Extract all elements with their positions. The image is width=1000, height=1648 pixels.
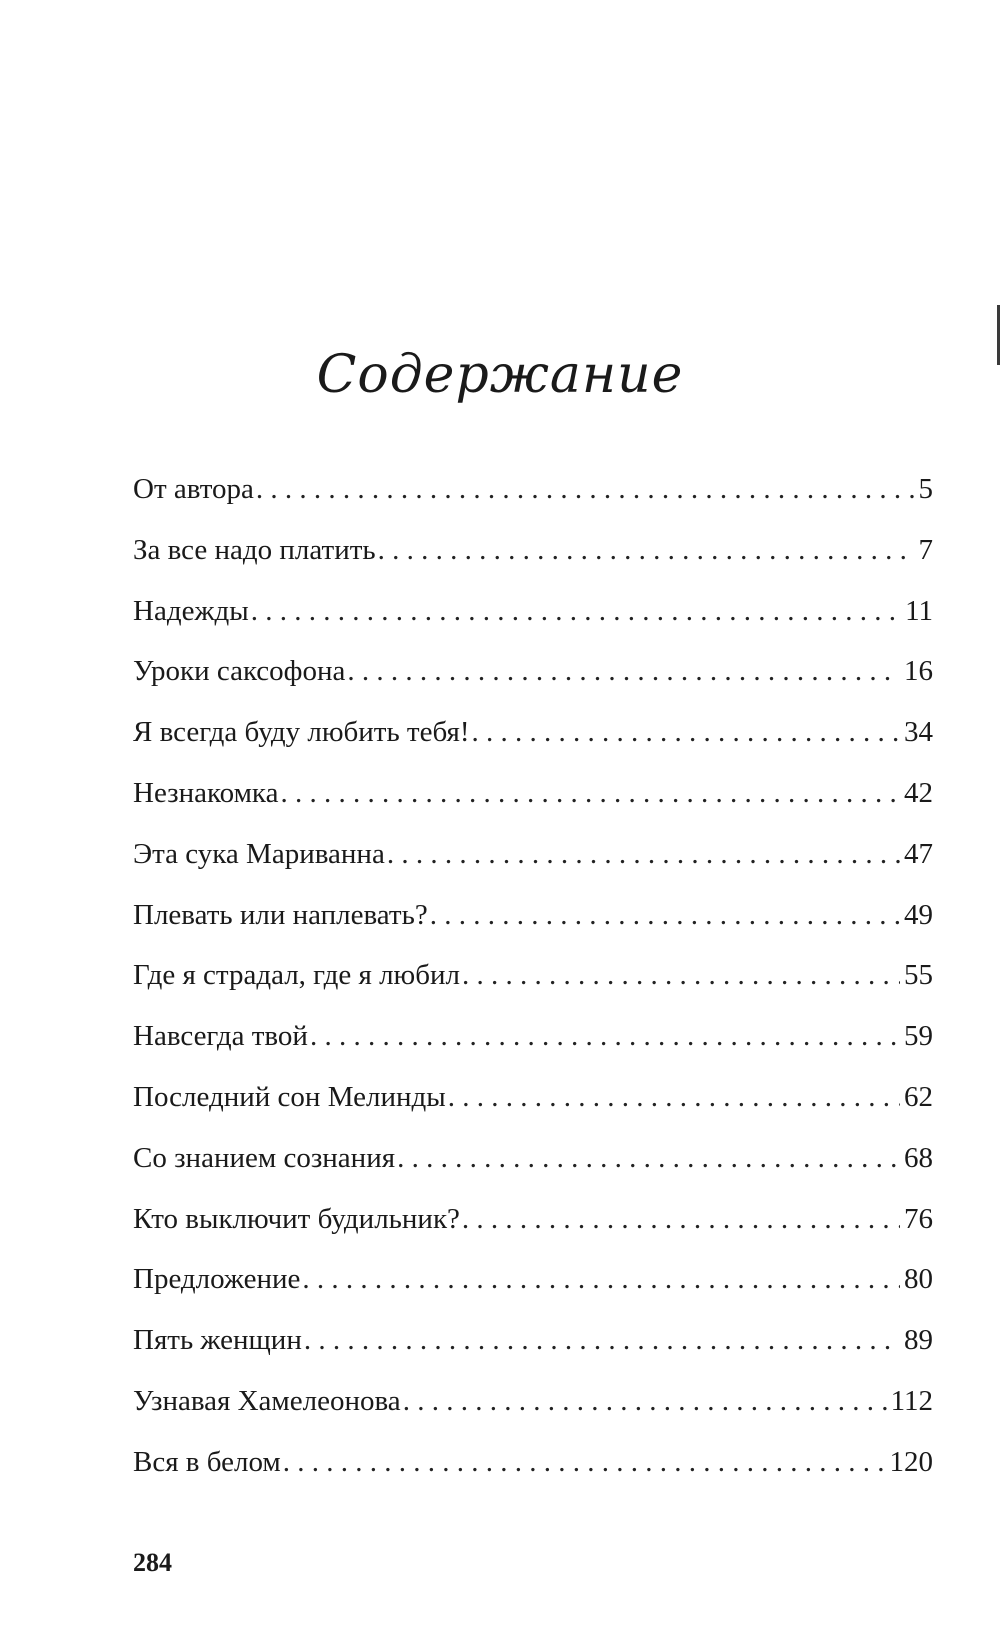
- toc-dot-leader: [462, 1205, 900, 1234]
- toc-entry: [133, 475, 933, 536]
- toc-entry-page: 11: [905, 594, 933, 627]
- toc-entry-title: От автора: [133, 473, 254, 505]
- toc-entry-page: 42: [904, 776, 933, 809]
- page-number: 284: [133, 1548, 172, 1577]
- toc-entry: [133, 1265, 933, 1326]
- toc-entry-title: Со знанием сознания: [133, 1141, 396, 1174]
- toc-entry: [133, 718, 933, 779]
- toc-entry-title: Пять женщин: [133, 1324, 302, 1357]
- toc-entry-title: Плевать или наплевать?: [133, 898, 428, 931]
- toc-entry-title: Узнавая Хамелеонова: [133, 1384, 401, 1417]
- toc-entry: [133, 533, 933, 597]
- toc-entry-page: 76: [904, 1202, 933, 1235]
- toc-dot-leader: [387, 840, 900, 869]
- toc-dot-leader: [403, 1387, 887, 1416]
- toc-dot-leader: [280, 779, 900, 808]
- toc-entry-page: 112: [890, 1384, 933, 1417]
- toc-dot-leader: [304, 1326, 900, 1355]
- toc-dot-leader: [472, 718, 900, 747]
- toc-entry-page: 80: [904, 1263, 933, 1296]
- toc-entry-page: 89: [904, 1324, 933, 1357]
- toc-dot-leader: [302, 1265, 900, 1294]
- toc-dot-leader: [378, 536, 915, 565]
- toc-entry-title: Надежды: [133, 594, 249, 627]
- toc-entry: [133, 1326, 933, 1387]
- toc-entry: [133, 837, 933, 901]
- toc-entry-title: Я всегда буду любить тебя!: [133, 716, 470, 749]
- toc-dot-leader: [347, 657, 900, 686]
- toc-entry-page: 16: [904, 655, 933, 688]
- toc-entry: [133, 1022, 933, 1083]
- toc-entry: [133, 594, 933, 658]
- toc-entry: [133, 961, 933, 1022]
- toc-entry-title: Эта сука Мариванна: [133, 837, 385, 870]
- toc-entry-title: Где я страдал, где я любил: [133, 959, 460, 992]
- toc-entry: [133, 1202, 933, 1266]
- toc-entry: [133, 1141, 933, 1205]
- toc-entry-title: Кто выключит будильник?: [133, 1202, 460, 1235]
- toc-dot-leader: [283, 1448, 886, 1477]
- toc-entry-page: 62: [904, 1080, 933, 1113]
- toc-dot-leader: [310, 1022, 900, 1051]
- toc-entry-page: 49: [904, 898, 933, 931]
- toc-dot-leader: [251, 597, 901, 626]
- toc-entry-page: 120: [889, 1445, 933, 1478]
- page-title: Содержание: [316, 345, 684, 405]
- toc-entry: [133, 1384, 933, 1448]
- toc-entry-page: 68: [904, 1141, 933, 1174]
- toc-entry-title: Уроки саксофона: [133, 655, 346, 688]
- toc-entry: [133, 898, 933, 962]
- toc-entry-page: 5: [918, 473, 933, 505]
- toc-entry-page: 7: [918, 533, 933, 566]
- toc-entry: [133, 1080, 933, 1144]
- toc-entry-page: 47: [904, 837, 933, 870]
- toc-dot-leader: [430, 901, 900, 930]
- toc-dot-leader: [448, 1083, 900, 1112]
- table-of-contents: [133, 475, 933, 1509]
- toc-dot-leader: [256, 475, 915, 504]
- toc-entry: [133, 657, 933, 718]
- toc-dot-leader: [397, 1144, 900, 1173]
- toc-entry-page: 55: [904, 959, 933, 992]
- toc-entry-title: Вся в белом: [133, 1445, 281, 1478]
- toc-entry: [133, 1445, 933, 1509]
- toc-entry-page: 59: [904, 1020, 933, 1053]
- toc-entry-title: Навсегда твой: [133, 1020, 308, 1053]
- toc-entry-title: Незнакомка: [133, 776, 279, 809]
- toc-entry-title: За все надо платить: [133, 533, 376, 566]
- toc-entry: [133, 776, 933, 840]
- toc-dot-leader: [462, 961, 900, 990]
- toc-entry-page: 34: [904, 716, 933, 749]
- toc-entry-title: Последний сон Мелинды: [133, 1080, 446, 1113]
- toc-entry-title: Предложение: [133, 1263, 301, 1296]
